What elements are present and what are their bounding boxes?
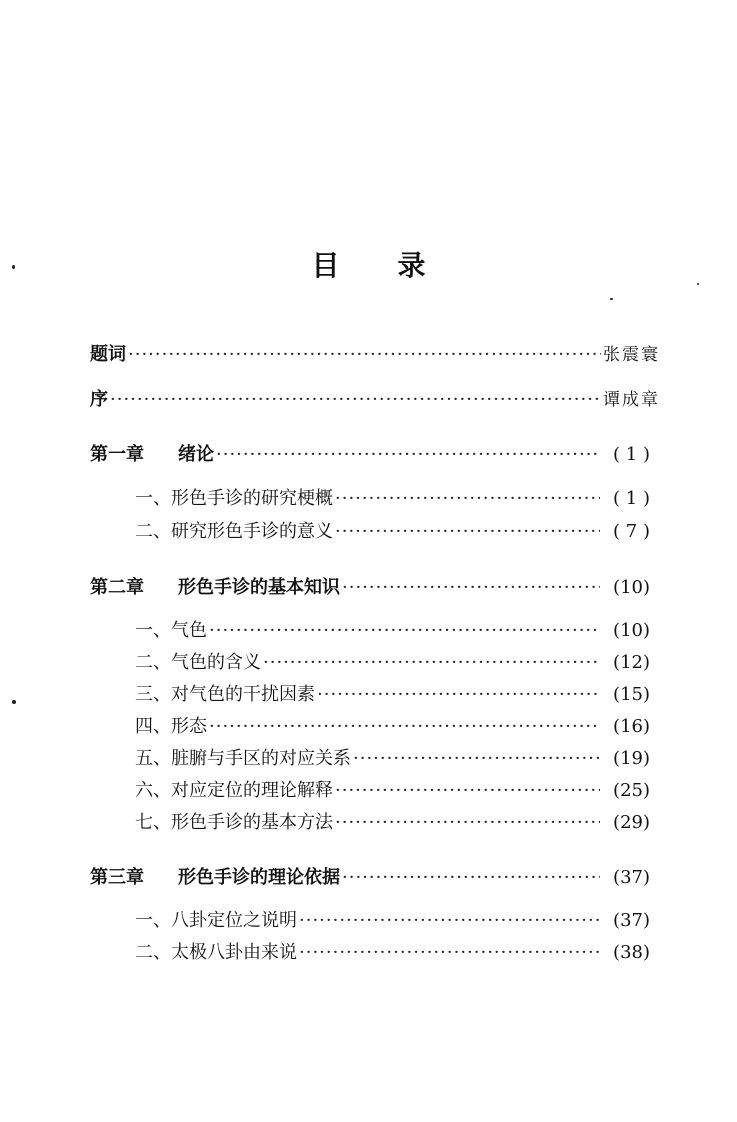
leader-dots: [342, 577, 600, 598]
leader-dots: [335, 780, 600, 801]
toc-section[interactable]: [135, 616, 650, 642]
leader-dots: [216, 444, 600, 465]
leader-dots: [335, 488, 600, 509]
toc-section[interactable]: [135, 484, 650, 510]
section-number: 三、: [135, 684, 171, 705]
scan-speck: [697, 283, 699, 285]
section-number: 六、: [135, 780, 171, 801]
toc-section[interactable]: [135, 808, 650, 834]
scan-speck: [610, 298, 613, 300]
leader-dots: [209, 716, 600, 737]
chapter-title: 绪论: [178, 444, 214, 465]
chapter-title: 形色手诊的理论依据: [178, 867, 340, 888]
leader-dots: [263, 652, 600, 673]
chapter-number: 第二章: [90, 577, 144, 598]
toc-section[interactable]: [135, 517, 650, 543]
page-number: ( 7 ): [613, 521, 650, 542]
section-title: 研究形色手诊的意义: [171, 521, 333, 542]
leader-dots: [110, 389, 601, 410]
section-title: 气色: [171, 620, 207, 641]
toc-section[interactable]: [135, 648, 650, 674]
scan-speck: [12, 700, 16, 704]
leader-dots: [209, 620, 600, 641]
page-number: ( 1 ): [613, 488, 650, 509]
toc-section[interactable]: [135, 776, 650, 802]
page-number: (12): [613, 652, 650, 673]
page-number: (16): [613, 716, 650, 737]
section-title: 对气色的干扰因素: [171, 684, 315, 705]
section-title: 脏腑与手区的对应关系: [171, 748, 351, 769]
section-title: 八卦定位之说明: [171, 910, 297, 931]
chapter-number: 第三章: [90, 867, 144, 888]
section-title: 对应定位的理论解释: [171, 780, 333, 801]
section-number: 一、: [135, 488, 171, 509]
page-number: (25): [613, 780, 650, 801]
leader-dots: [353, 748, 600, 769]
leader-dots: [317, 684, 600, 705]
section-number: 二、: [135, 652, 171, 673]
toc-chapter[interactable]: [90, 863, 650, 889]
page-title: 目录: [311, 249, 484, 282]
page-number: ( 1 ): [613, 444, 650, 465]
page-number: (29): [613, 812, 650, 833]
section-title: 形态: [171, 716, 207, 737]
toc-chapter[interactable]: [90, 440, 650, 466]
page-number: (37): [613, 867, 650, 888]
page-number: (19): [613, 748, 650, 769]
section-title: 太极八卦由来说: [171, 942, 297, 963]
toc-section[interactable]: [135, 744, 650, 770]
toc-entry-front[interactable]: [90, 340, 660, 366]
section-number: 一、: [135, 620, 171, 641]
scan-speck: [12, 265, 15, 269]
toc-section[interactable]: [135, 938, 650, 964]
section-number: 一、: [135, 910, 171, 931]
leader-dots: [335, 521, 600, 542]
toc-entry-front[interactable]: [90, 385, 660, 411]
section-number: 七、: [135, 812, 171, 833]
section-title: 气色的含义: [171, 652, 261, 673]
toc-entry-author: 谭成章: [603, 390, 660, 410]
page-number: (10): [613, 577, 650, 598]
section-number: 二、: [135, 521, 171, 542]
section-number: 四、: [135, 716, 171, 737]
page-number: (37): [613, 910, 650, 931]
toc-entry-author: 张震寰: [603, 345, 660, 365]
toc-chapter[interactable]: [90, 573, 650, 599]
leader-dots: [128, 344, 601, 365]
toc-section[interactable]: [135, 680, 650, 706]
toc-entry-label: 序: [90, 389, 108, 410]
section-title: 形色手诊的研究梗概: [171, 488, 333, 509]
chapter-number: 第一章: [90, 444, 144, 465]
page-number: (15): [613, 684, 650, 705]
page-number: (10): [613, 620, 650, 641]
page-number: (38): [613, 942, 650, 963]
toc-section[interactable]: [135, 906, 650, 932]
section-number: 二、: [135, 942, 171, 963]
chapter-title: 形色手诊的基本知识: [178, 577, 340, 598]
leader-dots: [335, 812, 600, 833]
leader-dots: [342, 867, 600, 888]
toc-section[interactable]: [135, 712, 650, 738]
toc-entry-label: 题词: [90, 344, 126, 365]
leader-dots: [299, 942, 600, 963]
section-title: 形色手诊的基本方法: [171, 812, 333, 833]
section-number: 五、: [135, 748, 171, 769]
leader-dots: [299, 910, 600, 931]
